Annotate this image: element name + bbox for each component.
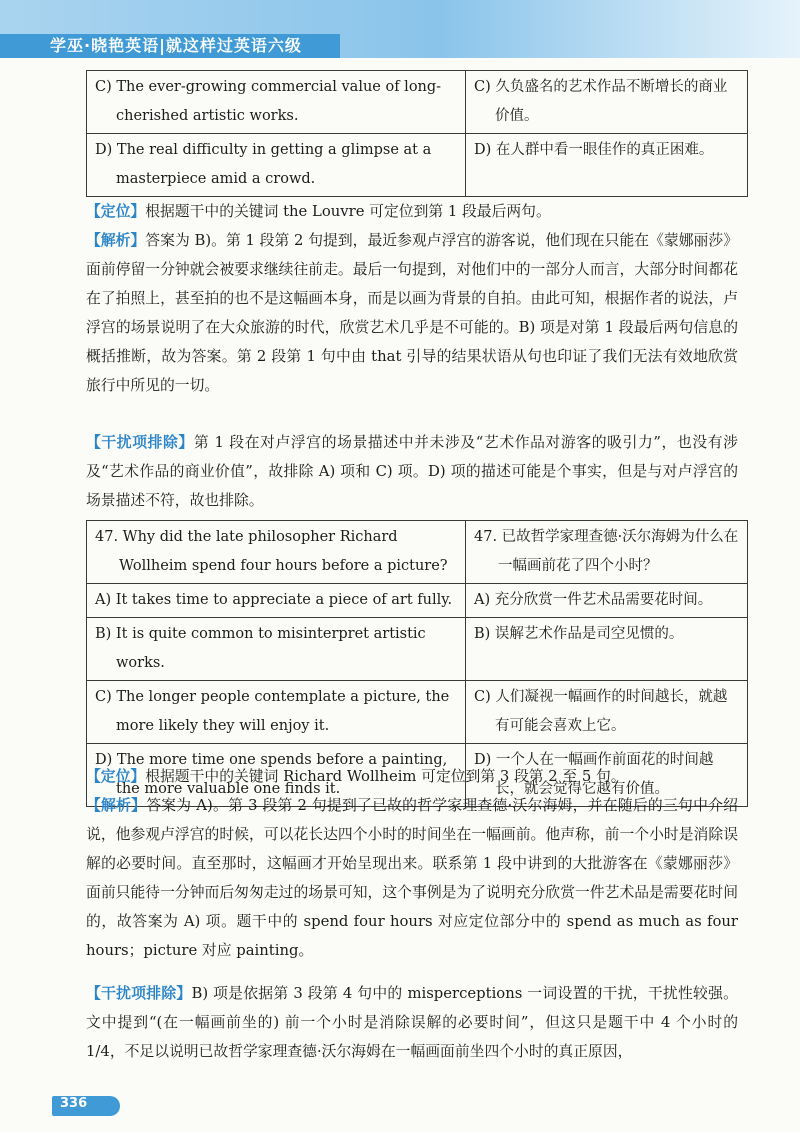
distractor-text: B) 项是依据第 3 段第 4 句中的 misperceptions 一词设置的干扰，干扰性较强。文中提到“(在一幅画前坐的) 前一个小时是消除误解的必要时间”，但这只是题干中 4 个小时的 1/4，不足以说明已故哲学家理查德·沃尔海姆在一幅画面前坐四个小时的真正原因， [86,985,738,1060]
table-row [87,134,748,197]
analysis-tag: 【解析】 [86,797,147,814]
table-row [87,681,748,744]
option-en: D) The more time one spends before a painting, the more valuable one finds it. [87,744,466,807]
analysis-paragraph-47 [86,791,738,965]
analysis-text: 答案为 B)。第 1 段第 2 句提到，最近参观卢浮宫的游客说，他们现在只能在《蒙娜丽莎》面前停留一分钟就会被要求继续往前走。最后一句提到，对他们中的一部分人而言，大部分时间都花在了拍照上，甚至拍的也不是这幅画本身，而是以画为背景的自拍。由此可知，根据作者的说法，卢浮宫的场景说明了在大众旅游的时代，欣赏艺术几乎是不可能的。B) 项是对第 1 段最后两句信息的概括推断，故为答案。第 2 段第 1 句中由 that 引导的结果状语从句也印证了我们无法有效地欣赏旅行中所见的一切。 [86,232,738,394]
distractor-paragraph-46 [86,428,738,515]
question-en: 47. Why did the late philosopher Richard Wollheim spend four hours before a picture? [87,521,466,584]
locate-paragraph-46 [86,197,738,226]
locate-paragraph-47 [86,762,738,791]
analysis-text: 答案为 A)。第 3 段第 2 句提到了已故的哲学家理查德·沃尔海姆，并在随后的三句中介绍说，他参观卢浮宫的时候，可以花长达四个小时的时间坐在一幅画前。他声称，前一个小时是消除误解的必要时间。直至那时，这幅画才开始呈现出来。联系第 1 段中讲到的大批游客在《蒙娜丽莎》面前只能待一分钟而后匆匆走过的场景可知，这个事例是为了说明充分欣赏一件艺术品是需要花时间的，故答案为 A) 项。题干中的 spend four hours 对应定位部分中的 spend as much as four hours；picture 对应 painting。 [86,797,738,959]
page-header [0,0,800,58]
table-row [87,521,748,584]
option-zh: C) 久负盛名的艺术作品不断增长的商业价值。 [466,71,748,134]
locate-tag: 【定位】 [86,203,146,220]
option-en: C) The longer people contemplate a picture, the more likely they will enjoy it. [87,681,466,744]
analysis-tag: 【解析】 [86,232,146,249]
analysis-paragraph-46 [86,226,738,400]
table-row [87,618,748,681]
locate-text: 根据题干中的关键词 Richard Wollheim 可定位到第 3 段第 2 至 5 句。 [145,768,626,785]
option-zh: C) 人们凝视一幅画作的时间越长，就越有可能会喜欢上它。 [466,681,748,744]
distractor-paragraph-47 [86,979,738,1066]
option-en: B) It is quite common to misinterpret artistic works. [87,618,466,681]
option-en: C) The ever-growing commercial value of long-cherished artistic works. [87,71,466,134]
option-en: A) It takes time to appreciate a piece of art fully. [87,584,466,618]
locate-tag: 【定位】 [86,768,146,785]
question-zh: 47. 已故哲学家理查德·沃尔海姆为什么在一幅画前花了四个小时？ [466,521,748,584]
option-zh: D) 一个人在一幅画作前面花的时间越长，就会觉得它越有价值。 [466,744,748,807]
table-row [87,584,748,618]
locate-text: 根据题干中的关键词 the Louvre 可定位到第 1 段最后两句。 [145,203,551,220]
table-row [87,71,748,134]
header-title: 学巫·晓艳英语|就这样过英语六级 [50,36,302,55]
page-number: 336 [60,1096,88,1111]
option-zh: A) 充分欣赏一件艺术品需要花时间。 [466,584,748,618]
option-en: D) The real difficulty in getting a glimpse at a masterpiece amid a crowd. [87,134,466,197]
distractor-text: 第 1 段在对卢浮宫的场景描述中并未涉及“艺术作品对游客的吸引力”，也没有涉及“艺术作品的商业价值”，故排除 A) 项和 C) 项。D) 项的描述可能是个事实，但是与对卢浮宫的场景描述不符，故也排除。 [86,434,738,509]
distractor-tag: 【干扰项排除】 [86,434,194,451]
option-zh: D) 在人群中看一眼佳作的真正困难。 [466,134,748,197]
options-table-46 [86,70,748,197]
distractor-tag: 【干扰项排除】 [86,985,192,1002]
option-zh: B) 误解艺术作品是司空见惯的。 [466,618,748,681]
